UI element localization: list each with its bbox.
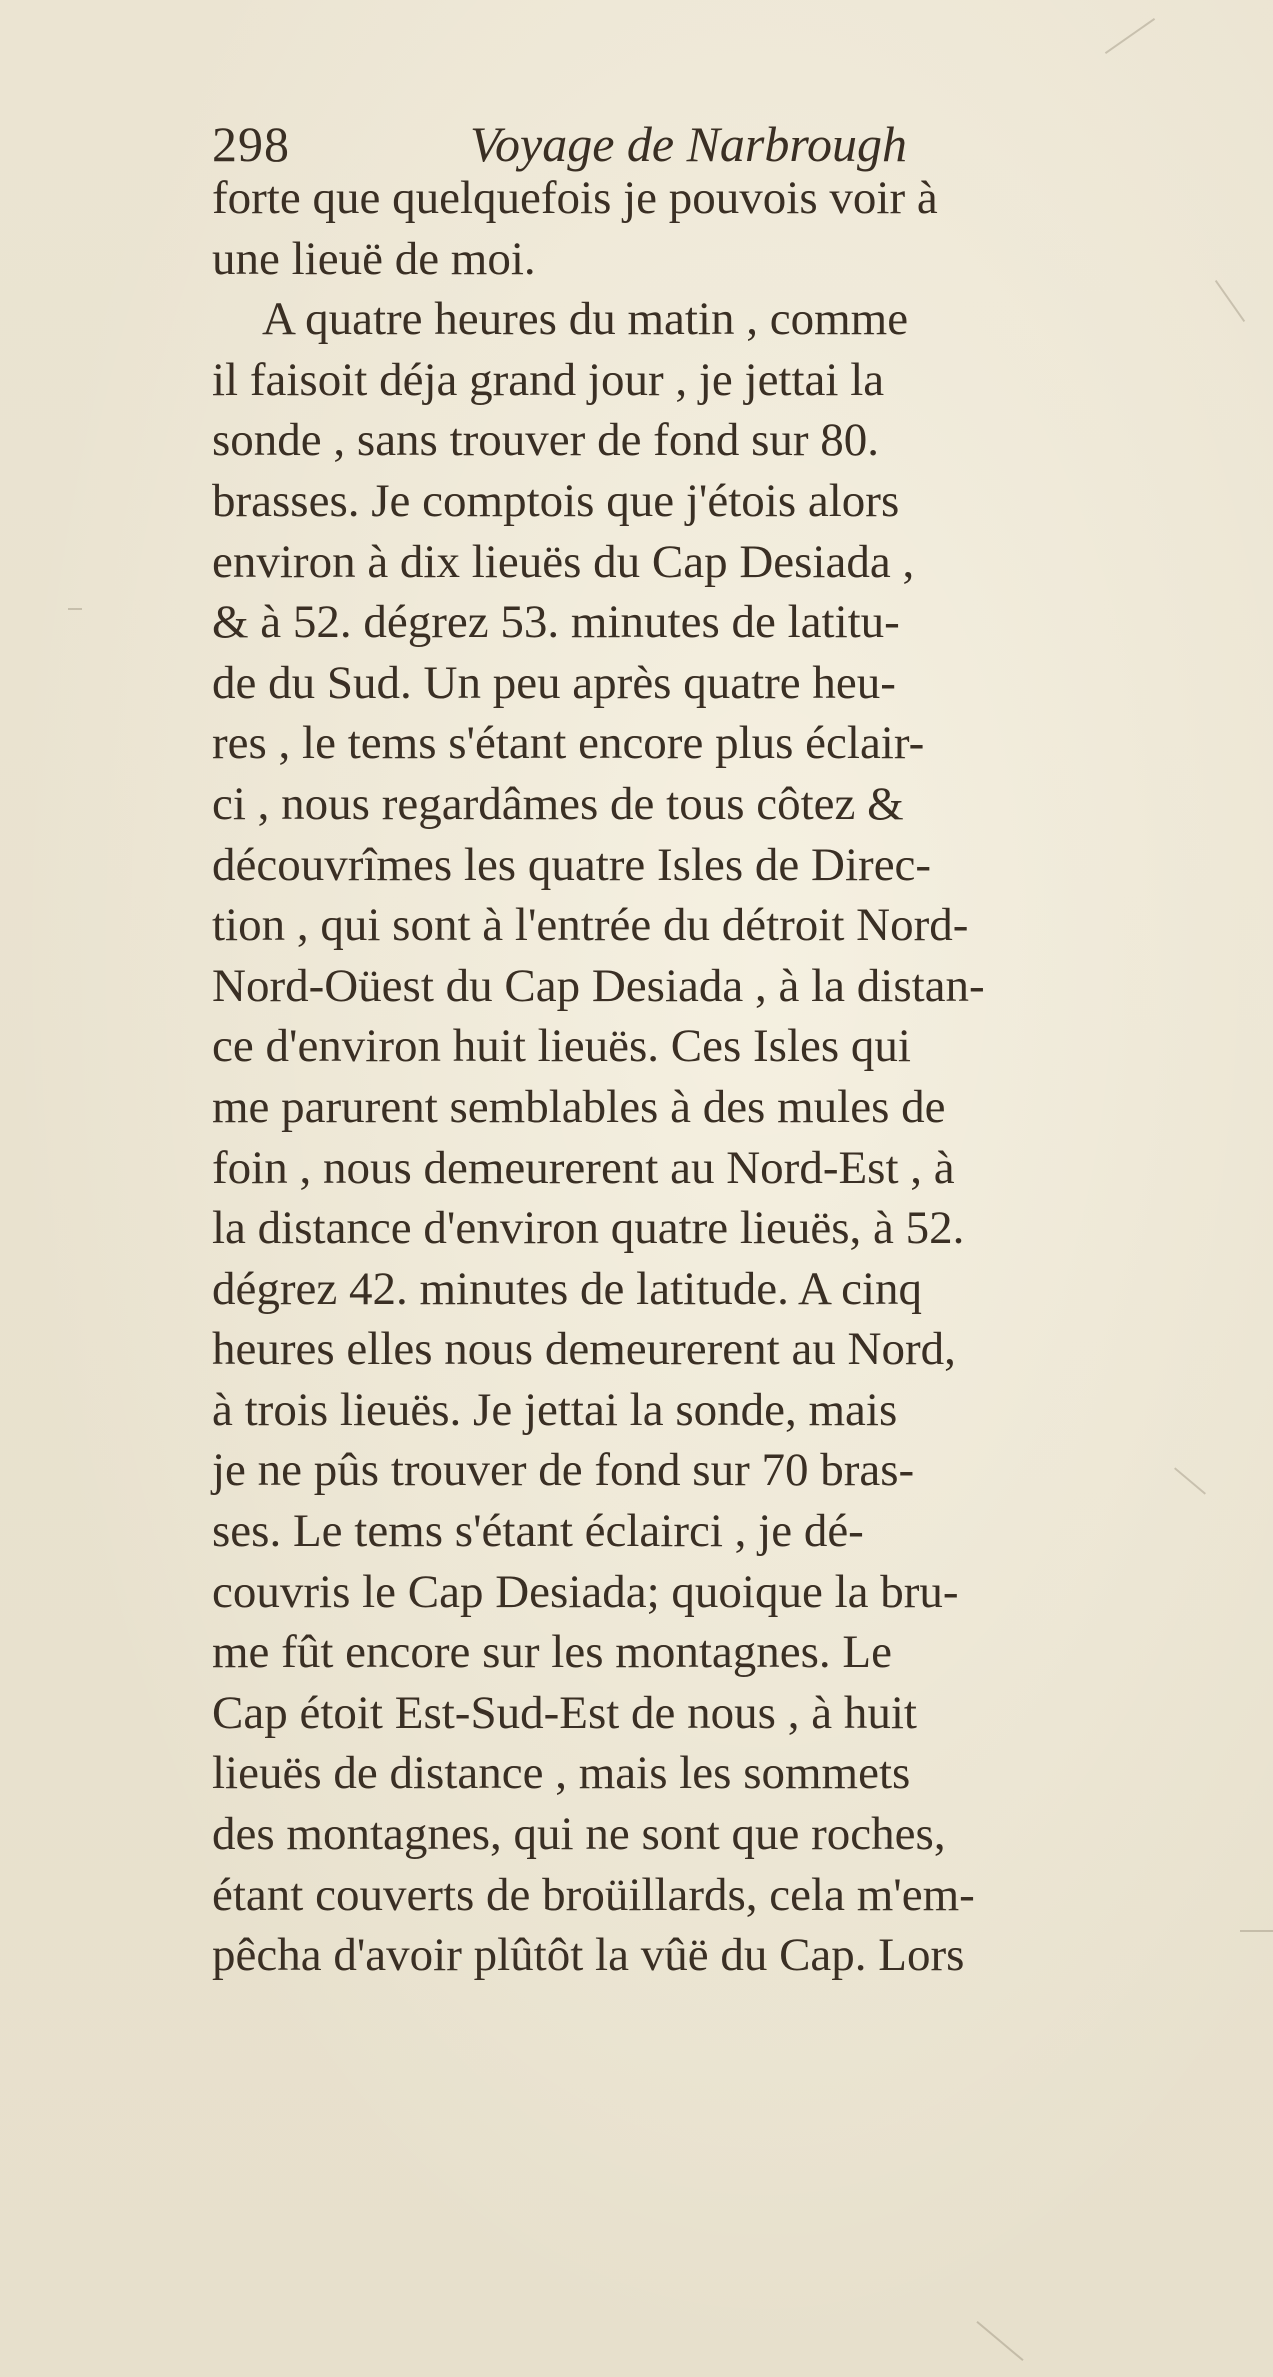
text-line: tion , qui sont à l'entrée du détroit Nord-: [212, 899, 969, 952]
text-line: brasses. Je comptois que j'étois alors: [212, 474, 900, 527]
text-line: à trois lieuës. Je jettai la sonde, mais: [212, 1383, 898, 1436]
text-line: une lieuë de moi.: [212, 232, 536, 285]
text-line: ce d'environ huit lieuës. Ces Isles qui: [212, 1020, 911, 1073]
text-line: étant couverts de broüillards, cela m'em-: [212, 1868, 975, 1921]
text-line: environ à dix lieuës du Cap Desiada ,: [212, 535, 915, 588]
text-line: dégrez 42. minutes de latitude. A cinq: [212, 1262, 923, 1315]
text-line: Cap étoit Est-Sud-Est de nous , à huit: [212, 1686, 917, 1739]
text-line: & à 52. dégrez 53. minutes de latitu-: [212, 596, 900, 649]
body-text: [212, 168, 1202, 1986]
text-line: res , le tems s'étant encore plus éclair-: [212, 717, 925, 770]
text-line: il faisoit déja grand jour , je jettai la: [212, 353, 885, 406]
text-line: foin , nous demeurerent au Nord-Est , à: [212, 1141, 955, 1194]
page-number: 298: [212, 116, 290, 172]
text-line: pêcha d'avoir plûtôt la vûë du Cap. Lors: [212, 1929, 965, 1982]
running-title: Voyage de Narbrough: [470, 116, 907, 172]
paper-mark: [1240, 1930, 1273, 1932]
paper-mark: [976, 2321, 1023, 2361]
paper-mark: [68, 608, 82, 610]
text-line: heures elles nous demeurerent au Nord,: [212, 1323, 956, 1376]
text-line: je ne pûs trouver de fond sur 70 bras-: [212, 1444, 915, 1497]
text-line: ci , nous regardâmes de tous côtez &: [212, 777, 904, 830]
text-line: me fût encore sur les montagnes. Le: [212, 1626, 892, 1679]
text-line: forte que quelquefois je pouvois voir à: [212, 172, 938, 224]
text-line: me parurent semblables à des mules de: [212, 1080, 946, 1133]
text-line: ses. Le tems s'étant éclairci , je dé-: [212, 1505, 864, 1558]
text-line: la distance d'environ quatre lieuës, à 52.: [212, 1202, 965, 1255]
text-line: des montagnes, qui ne sont que roches,: [212, 1808, 946, 1861]
text-line: découvrîmes les quatre Isles de Direc-: [212, 838, 932, 891]
text-line: A quatre heures du matin , comme: [262, 293, 909, 346]
text-line: couvris le Cap Desiada; quoique la bru-: [212, 1565, 959, 1618]
paper-mark: [1215, 280, 1245, 322]
text-line: lieuës de distance , mais les sommets: [212, 1747, 911, 1800]
text-line: de du Sud. Un peu après quatre heu-: [212, 656, 896, 709]
text-line: sonde , sans trouver de fond sur 80.: [212, 414, 880, 467]
text-line: Nord-Oüest du Cap Desiada , à la distan-: [212, 959, 985, 1012]
paper-mark: [1105, 18, 1155, 54]
